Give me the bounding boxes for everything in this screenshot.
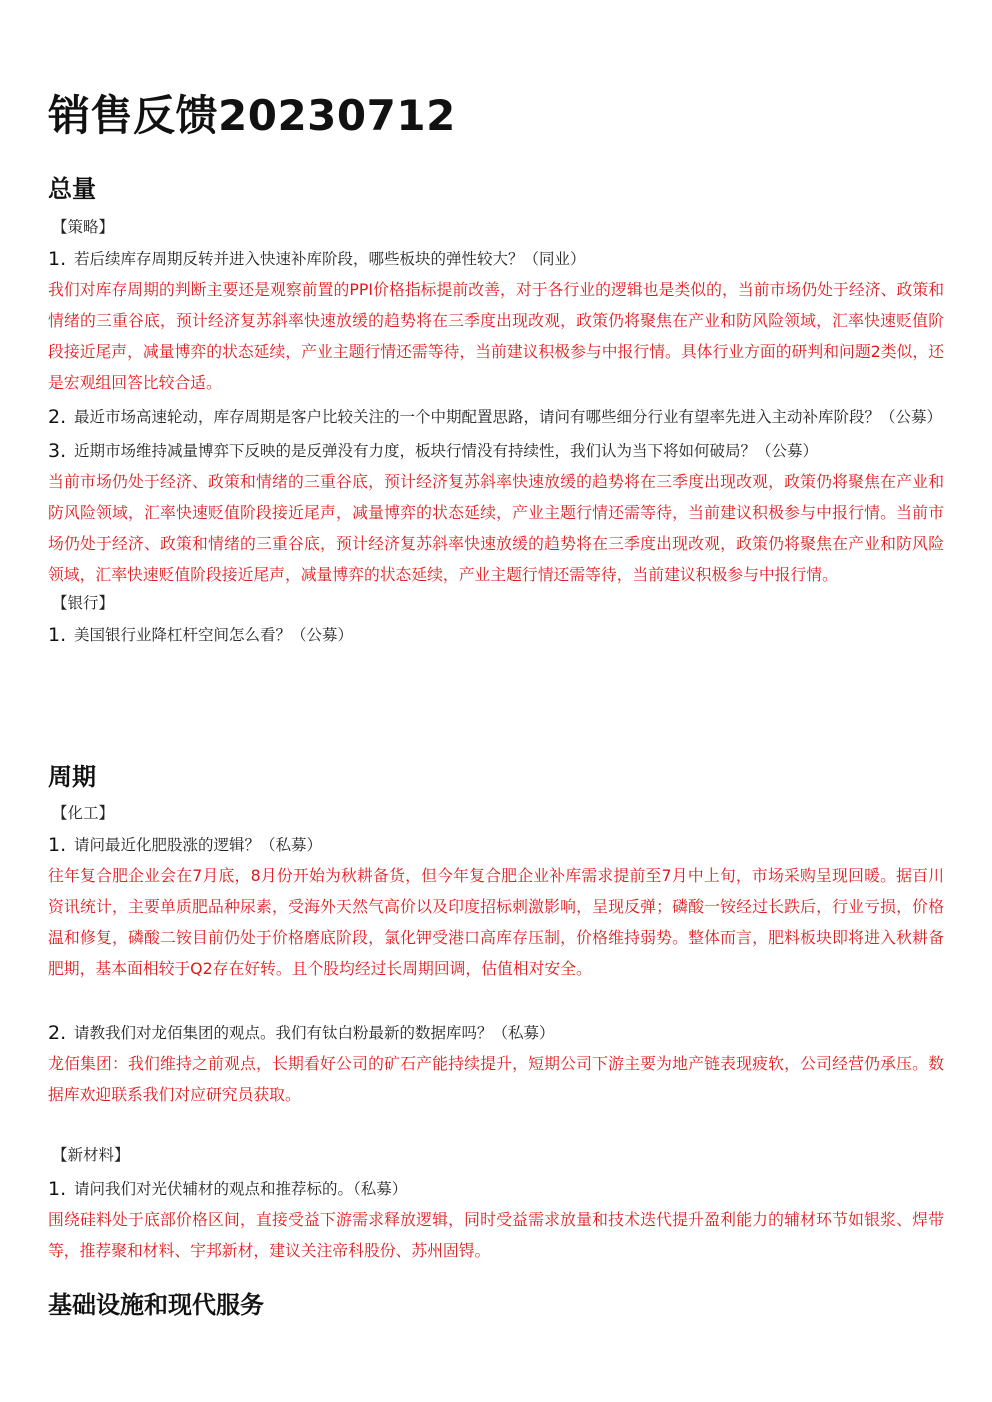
question-item: [48, 1018, 944, 1048]
question-number: 1.: [48, 834, 67, 856]
question-item: [48, 402, 944, 432]
answer-text: 我们对库存周期的判断主要还是观察前置的PPI价格指标提前改善，对于各行业的逻辑也是类似的，当前市场仍处于经济、政策和情绪的三重谷底，预计经济复苏斜率快速放缓的趋势将在三季度出现改观，政策仍将聚焦在产业和防风险领域，汇率快速贬值阶段接近尾声，减量博弈的状态延续，产业主题行情还需等待，当前建议积极参与中报行情。具体行业方面的研判和问题2类似，还是宏观组回答比较合适。: [48, 280, 944, 392]
question-item: [48, 620, 944, 650]
question-item: [48, 436, 944, 466]
question-text: 请教我们对龙佰集团的观点。我们有钛白粉最新的数据库吗？（私募）: [74, 1024, 555, 1042]
question-text: 请问最近化肥股涨的逻辑？（私募）: [74, 836, 323, 854]
section-heading: 基础设施和现代服务: [48, 1291, 264, 1319]
question-number: 3.: [48, 440, 67, 462]
category-label: 【策略】: [52, 218, 115, 236]
answer-text: 龙佰集团：我们维持之前观点，长期看好公司的矿石产能持续提升，短期公司下游主要为地产链表现疲软，公司经营仍承压。数据库欢迎联系我们对应研究员获取。: [48, 1054, 944, 1104]
page-title: 销售反馈20230712: [48, 91, 456, 140]
answer-text: 围绕硅料处于底部价格区间，直接受益下游需求释放逻辑，同时受益需求放量和技术迭代提升盈利能力的辅材环节如银浆、焊带等，推荐聚和材料、宇邦新材，建议关注帝科股份、苏州固锝。: [48, 1210, 944, 1260]
question-number: 1.: [48, 624, 67, 646]
section-cycle: [48, 760, 944, 1266]
answer-text: 当前市场仍处于经济、政策和情绪的三重谷底，预计经济复苏斜率快速放缓的趋势将在三季度出现改观，政策仍将聚焦在产业和防风险领域，汇率快速贬值阶段接近尾声，减量博弈的状态延续，产业主题行情还需等待，当前建议积极参与中报行情。当前市场仍处于经济、政策和情绪的三重谷底，预计经济复苏斜率快速放缓的趋势将在三季度出现改观，政策仍将聚焦在产业和防风险领域，汇率快速贬值阶段接近尾声，减量博弈的状态延续，产业主题行情还需等待，当前建议积极参与中报行情。: [48, 472, 944, 584]
category-label: 【银行】: [52, 594, 115, 612]
question-number: 1.: [48, 248, 67, 270]
category-label: 【化工】: [52, 804, 115, 822]
question-text: 若后续库存周期反转并进入快速补库阶段，哪些板块的弹性较大？（同业）: [74, 250, 586, 268]
section-heading: 周期: [48, 763, 96, 791]
answer-text: 往年复合肥企业会在7月底，8月份开始为秋耕备货，但今年复合肥企业补库需求提前至7月中上旬，市场采购呈现回暖。据百川资讯统计，主要单质肥品种尿素，受海外天然气高价以及印度招标刺激影响，呈现反弹；磷酸一铵经过长跌后，行业亏损，价格温和修复，磷酸二铵目前仍处于价格磨底阶段，氯化钾受港口高库存压制，价格维持弱势。整体而言，肥料板块即将进入秋耕备肥期，基本面相较于Q2存在好转。且个股均经过长周期回调，估值相对安全。: [48, 866, 944, 978]
question-number: 2.: [48, 1022, 67, 1044]
question-item: [48, 830, 944, 860]
section-infrastructure: [48, 1288, 944, 1322]
question-text: 美国银行业降杠杆空间怎么看？（公募）: [74, 626, 354, 644]
section-total: [48, 172, 944, 650]
category-label: 【新材料】: [52, 1146, 130, 1164]
question-number: 1.: [48, 1178, 67, 1200]
section-heading: 总量: [48, 175, 96, 203]
question-text: 近期市场维持减量博弈下反映的是反弹没有力度，板块行情没有持续性，我们认为当下将如何破局？（公募）: [74, 442, 819, 460]
question-text: 最近市场高速轮动，库存周期是客户比较关注的一个中期配置思路，请问有哪些细分行业有望率先进入主动补库阶段？（公募）: [74, 408, 943, 426]
question-item: [48, 1174, 944, 1204]
question-number: 2.: [48, 406, 67, 428]
question-item: [48, 244, 944, 274]
question-text: 请问我们对光伏辅材的观点和推荐标的。（私募）: [74, 1180, 408, 1198]
